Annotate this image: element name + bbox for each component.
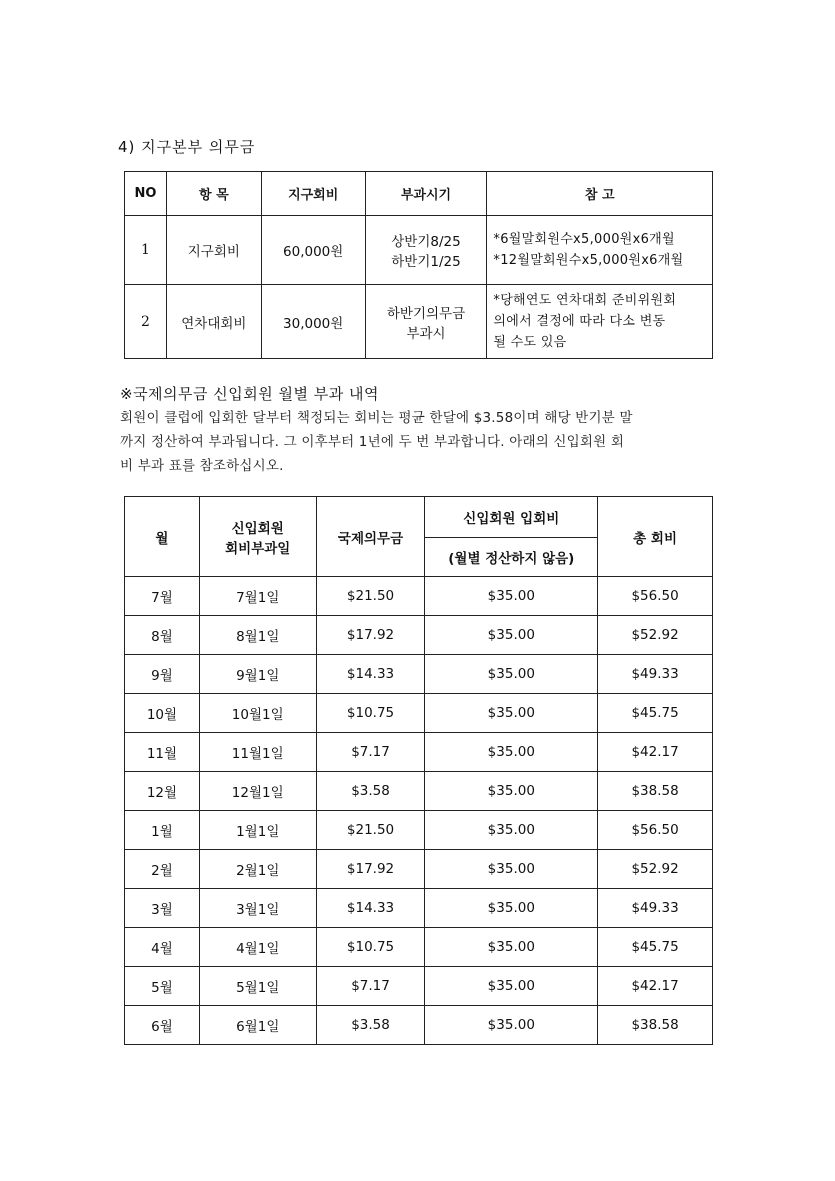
row-entry-fee: $35.00 bbox=[425, 850, 598, 889]
notice-body bbox=[120, 406, 718, 478]
note-line: *6월말회원수x5,000원x6개월 bbox=[493, 232, 675, 247]
header-timing: 부과시기 bbox=[365, 172, 487, 216]
row-entry-fee: $35.00 bbox=[425, 967, 598, 1006]
table-row bbox=[125, 928, 713, 967]
row-charge-date: 4월1일 bbox=[199, 928, 316, 967]
row-total: $42.17 bbox=[598, 733, 713, 772]
table-row bbox=[125, 655, 713, 694]
notice-line: 회원이 클럽에 입회한 달부터 책정되는 회비는 평균 한달에 $3.58이며 해당 반기분 말 bbox=[120, 410, 633, 426]
table-row bbox=[125, 694, 713, 733]
timing-line: 부과시 bbox=[406, 325, 446, 342]
table-row bbox=[125, 772, 713, 811]
monthly-table-body bbox=[125, 577, 713, 1045]
header-note: 참 고 bbox=[487, 172, 713, 216]
header-intl-dues: 국제의무금 bbox=[316, 497, 425, 577]
timing-line: 하반기의무금 bbox=[386, 305, 466, 322]
row-charge-date: 2월1일 bbox=[199, 850, 316, 889]
row-fee: 30,000원 bbox=[261, 285, 365, 359]
notice-line: 비 부과 표를 참조하십시오. bbox=[120, 458, 284, 474]
row-total: $45.75 bbox=[598, 928, 713, 967]
row-charge-date: 6월1일 bbox=[199, 1006, 316, 1045]
section-title: 4) 지구본부 의무금 bbox=[118, 138, 256, 156]
row-charge-date: 11월1일 bbox=[199, 733, 316, 772]
row-intl-dues: $17.92 bbox=[316, 850, 425, 889]
row-intl-dues: $3.58 bbox=[316, 772, 425, 811]
header-line: 신입회원 bbox=[231, 520, 284, 537]
row-month: 10월 bbox=[125, 694, 200, 733]
row-intl-dues: $21.50 bbox=[316, 577, 425, 616]
row-entry-fee: $35.00 bbox=[425, 616, 598, 655]
note-line: 의에서 결정에 따라 다소 변동 bbox=[493, 314, 666, 329]
monthly-fee-table bbox=[124, 496, 713, 1045]
table-row bbox=[125, 616, 713, 655]
row-month: 8월 bbox=[125, 616, 200, 655]
row-month: 7월 bbox=[125, 577, 200, 616]
note-line: 될 수도 있음 bbox=[493, 335, 567, 350]
row-total: $52.92 bbox=[598, 850, 713, 889]
row-entry-fee: $35.00 bbox=[425, 811, 598, 850]
row-total: $42.17 bbox=[598, 967, 713, 1006]
row-item: 지구회비 bbox=[166, 216, 261, 285]
table-row bbox=[125, 577, 713, 616]
row-charge-date: 5월1일 bbox=[199, 967, 316, 1006]
row-charge-date: 1월1일 bbox=[199, 811, 316, 850]
header-entry-fee-sub: (월별 정산하지 않음) bbox=[425, 538, 598, 577]
table-row bbox=[125, 889, 713, 928]
table-row bbox=[125, 967, 713, 1006]
row-item: 연차대회비 bbox=[166, 285, 261, 359]
table-header-row bbox=[125, 172, 713, 216]
row-no: 1 bbox=[125, 216, 167, 285]
notice-line: 까지 정산하여 부과됩니다. 그 이후부터 1년에 두 번 부과합니다. 아래의 신입회원 회 bbox=[120, 434, 625, 450]
row-entry-fee: $35.00 bbox=[425, 772, 598, 811]
row-entry-fee: $35.00 bbox=[425, 1006, 598, 1045]
table-row bbox=[125, 811, 713, 850]
row-intl-dues: $14.33 bbox=[316, 655, 425, 694]
row-month: 6월 bbox=[125, 1006, 200, 1045]
district-dues-table bbox=[124, 171, 713, 359]
header-total: 총 회비 bbox=[598, 497, 713, 577]
row-month: 1월 bbox=[125, 811, 200, 850]
header-fee: 지구회비 bbox=[261, 172, 365, 216]
row-month: 3월 bbox=[125, 889, 200, 928]
row-entry-fee: $35.00 bbox=[425, 694, 598, 733]
row-charge-date: 8월1일 bbox=[199, 616, 316, 655]
timing-line: 상반기8/25 bbox=[391, 234, 461, 250]
row-month: 4월 bbox=[125, 928, 200, 967]
row-intl-dues: $17.92 bbox=[316, 616, 425, 655]
row-intl-dues: $21.50 bbox=[316, 811, 425, 850]
row-month: 5월 bbox=[125, 967, 200, 1006]
row-charge-date: 9월1일 bbox=[199, 655, 316, 694]
row-charge-date: 3월1일 bbox=[199, 889, 316, 928]
table-header-row bbox=[125, 497, 713, 538]
row-total: $38.58 bbox=[598, 1006, 713, 1045]
row-fee: 60,000원 bbox=[261, 216, 365, 285]
row-no: 2 bbox=[125, 285, 167, 359]
row-charge-date: 10월1일 bbox=[199, 694, 316, 733]
row-total: $56.50 bbox=[598, 811, 713, 850]
row-total: $49.33 bbox=[598, 655, 713, 694]
table-row bbox=[125, 285, 713, 359]
row-month: 2월 bbox=[125, 850, 200, 889]
row-month: 12월 bbox=[125, 772, 200, 811]
row-charge-date: 7월1일 bbox=[199, 577, 316, 616]
header-entry-fee: 신입회원 입회비 bbox=[425, 497, 598, 538]
row-entry-fee: $35.00 bbox=[425, 655, 598, 694]
note-line: *12월말회원수x5,000원x6개월 bbox=[493, 253, 684, 268]
row-timing bbox=[365, 285, 487, 359]
row-entry-fee: $35.00 bbox=[425, 577, 598, 616]
row-entry-fee: $35.00 bbox=[425, 733, 598, 772]
table-row bbox=[125, 216, 713, 285]
row-intl-dues: $3.58 bbox=[316, 1006, 425, 1045]
row-note bbox=[487, 216, 713, 285]
row-total: $56.50 bbox=[598, 577, 713, 616]
header-item: 항 목 bbox=[166, 172, 261, 216]
row-entry-fee: $35.00 bbox=[425, 928, 598, 967]
header-no: NO bbox=[125, 172, 167, 216]
row-timing bbox=[365, 216, 487, 285]
row-note bbox=[487, 285, 713, 359]
table-row bbox=[125, 1006, 713, 1045]
header-charge-date bbox=[199, 497, 316, 577]
header-month: 월 bbox=[125, 497, 200, 577]
row-month: 9월 bbox=[125, 655, 200, 694]
table-row bbox=[125, 733, 713, 772]
row-intl-dues: $10.75 bbox=[316, 928, 425, 967]
row-total: $45.75 bbox=[598, 694, 713, 733]
row-month: 11월 bbox=[125, 733, 200, 772]
note-line: *당해연도 연차대회 준비위원회 bbox=[493, 293, 677, 308]
timing-line: 하반기1/25 bbox=[391, 254, 461, 270]
row-total: $52.92 bbox=[598, 616, 713, 655]
row-intl-dues: $14.33 bbox=[316, 889, 425, 928]
row-intl-dues: $7.17 bbox=[316, 967, 425, 1006]
notice-title: ※국제의무금 신입회원 월별 부과 내역 bbox=[120, 385, 379, 403]
row-total: $49.33 bbox=[598, 889, 713, 928]
row-total: $38.58 bbox=[598, 772, 713, 811]
row-charge-date: 12월1일 bbox=[199, 772, 316, 811]
header-line: 회비부과일 bbox=[225, 540, 291, 557]
table-row bbox=[125, 850, 713, 889]
row-intl-dues: $10.75 bbox=[316, 694, 425, 733]
row-entry-fee: $35.00 bbox=[425, 889, 598, 928]
row-intl-dues: $7.17 bbox=[316, 733, 425, 772]
